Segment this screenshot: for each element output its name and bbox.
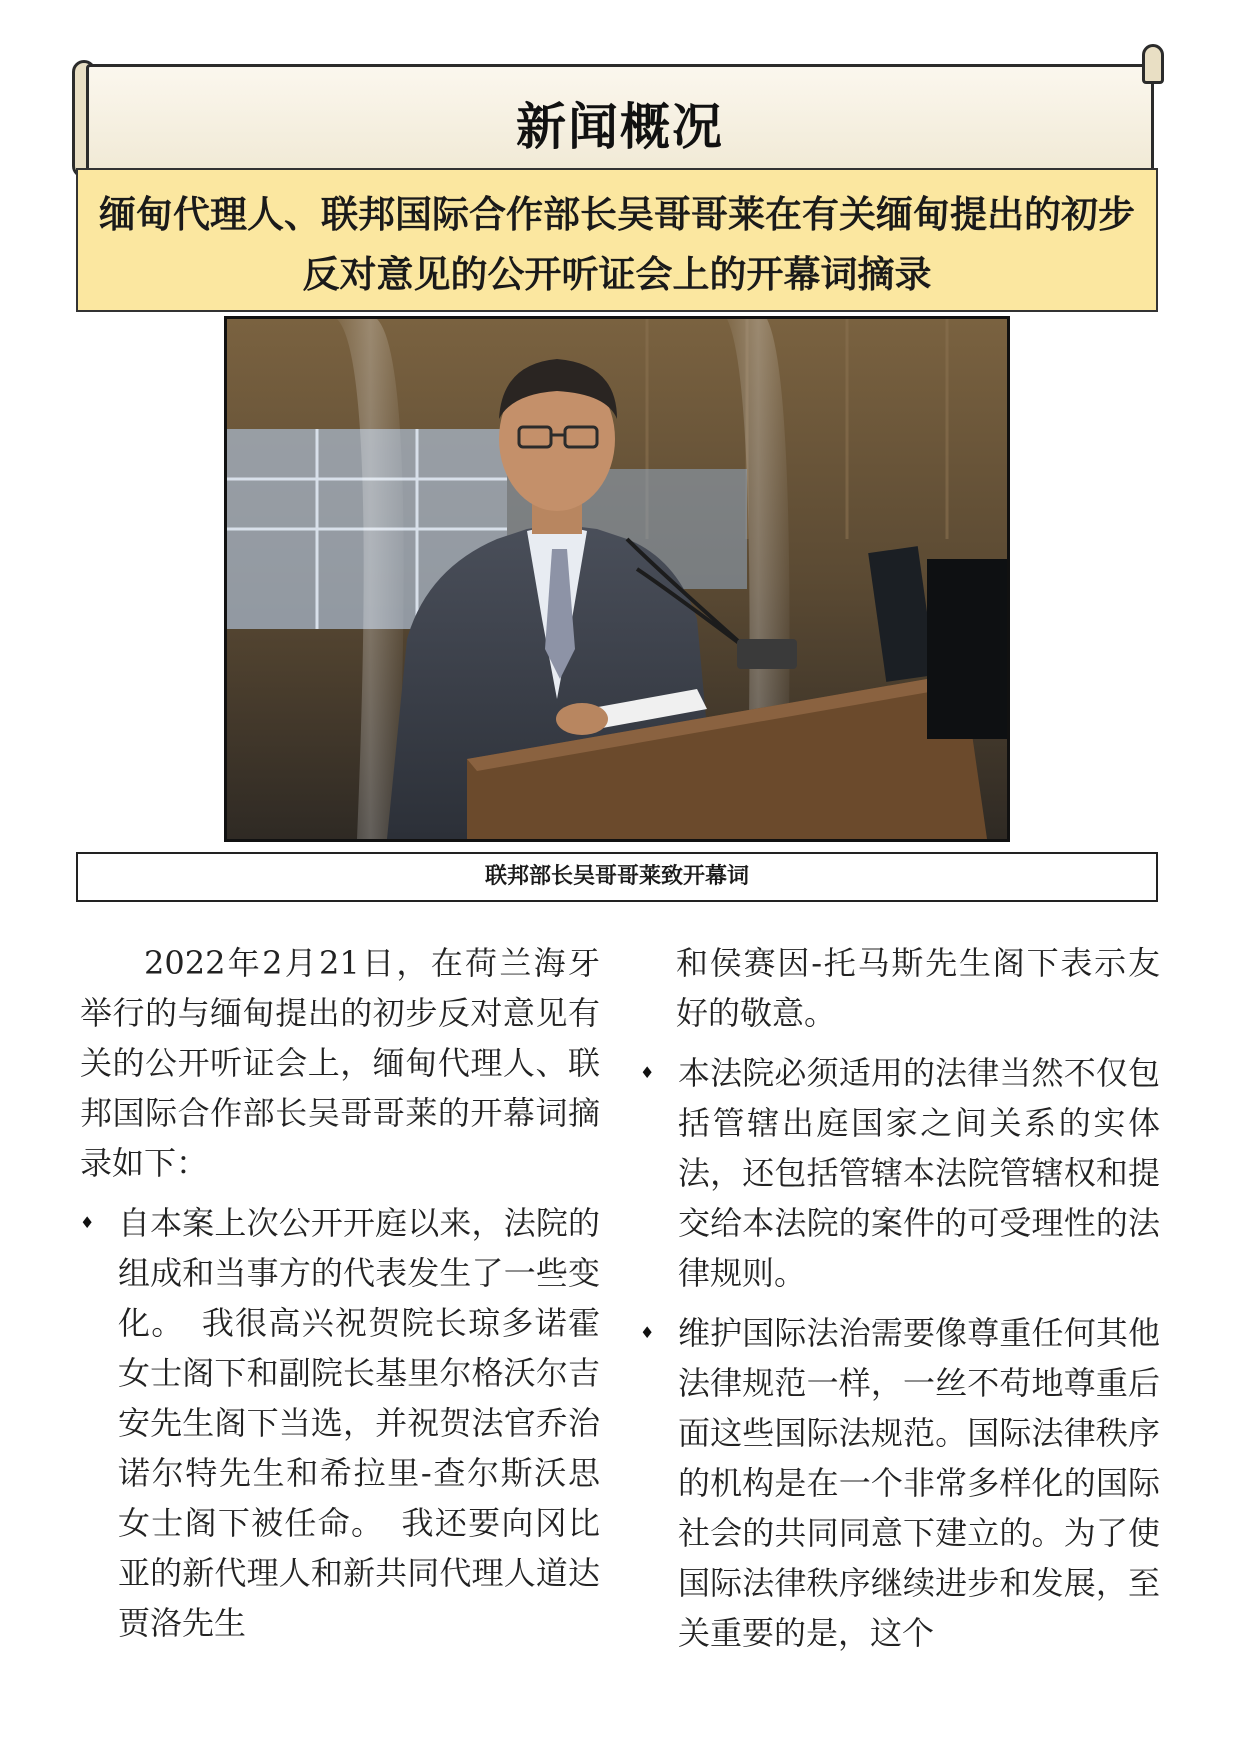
bullet-item-1 — [80, 1198, 600, 1648]
headline-box — [76, 168, 1158, 312]
body-right-column — [640, 938, 1160, 1658]
intro-paragraph: 2022年2月21日，在荷兰海牙举行的与缅甸提出的初步反对意见有关的公开听证会上，缅甸代理人、联邦国际合作部长吴哥哥莱的开幕词摘录如下： — [80, 944, 600, 1182]
diamond-bullet-icon: ♦ — [80, 1213, 95, 1232]
headline-line-2: 反对意见的公开听证会上的开幕词摘录 — [302, 252, 932, 296]
page-title: 新闻概况 — [516, 97, 724, 156]
diamond-bullet-icon: ♦ — [640, 1063, 655, 1082]
body-left-column — [80, 938, 600, 1648]
photo-illustration — [227, 319, 1007, 839]
headline-line-1: 缅甸代理人、联邦国际合作部长吴哥哥莱在有关缅甸提出的初步 — [99, 192, 1135, 236]
photo-caption: 联邦部长吴哥哥莱致开幕词 — [76, 852, 1158, 902]
title-banner — [86, 64, 1154, 172]
diamond-bullet-icon: ♦ — [640, 1323, 655, 1342]
bullet-item-3 — [640, 1308, 1160, 1658]
scroll-curl-right — [1142, 44, 1164, 84]
bullet-item-2 — [640, 1048, 1160, 1298]
bullet-1-text: 自本案上次公开开庭以来，法院的组成和当事方的代表发生了一些变化。 我很高兴祝贺院长琼多诺霍女士阁下和副院长基里尔格沃尔吉安先生阁下当选，并祝贺法官乔治诺尔特先生和希拉里-查尔斯沃思女士阁下被任命。 我还要向冈比亚的新代理人和新共同代理人道达贾洛先生 — [118, 1204, 600, 1642]
speaker-photo — [224, 316, 1010, 842]
bullet-1-continuation: 和侯赛因-托马斯先生阁下表示友好的敬意。 — [676, 944, 1160, 1032]
bullet-2-text: 本法院必须适用的法律当然不仅包括管辖出庭国家之间关系的实体法，还包括管辖本法院管辖权和提交给本法院的案件的可受理性的法律规则。 — [678, 1054, 1160, 1292]
bullet-3-text: 维护国际法治需要像尊重任何其他法律规范一样，一丝不苟地尊重后面这些国际法规范。国际法律秩序的机构是在一个非常多样化的国际社会的共同同意下建立的。为了使国际法律秩序继续进步和发展，至关重要的是，这个 — [678, 1314, 1160, 1652]
